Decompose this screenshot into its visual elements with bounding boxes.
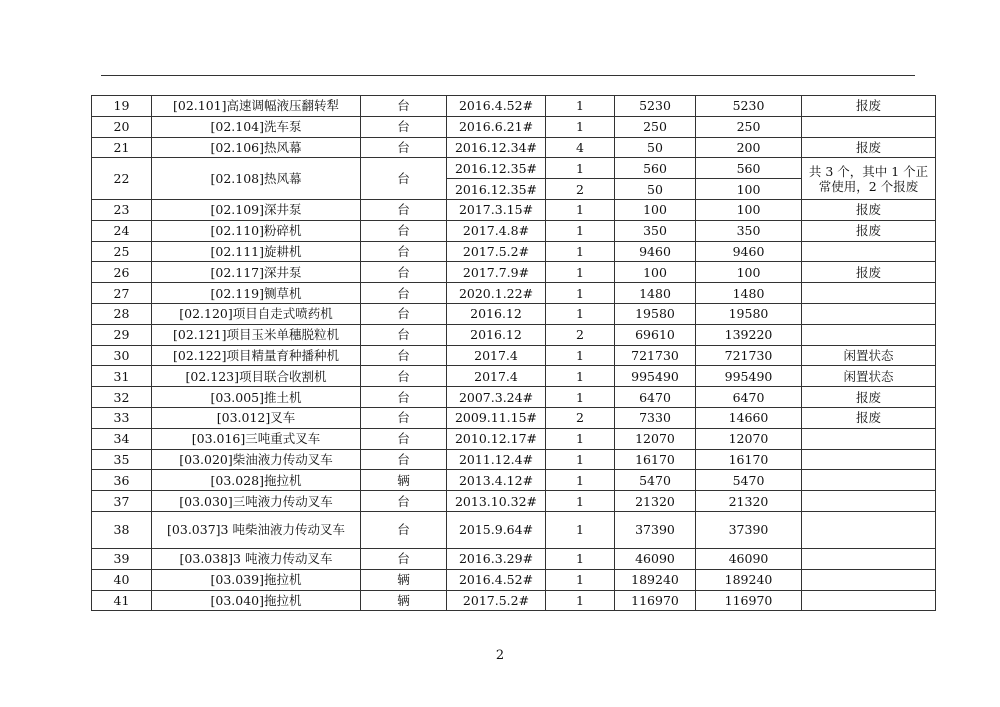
cell-no: 39 [92,548,152,569]
table-row [92,158,936,179]
cell-date: 2011.12.4# [447,449,546,470]
cell-name: [03.016]三吨重式叉车 [152,428,361,449]
cell-unit: 台 [361,491,447,512]
cell-unit: 台 [361,96,447,117]
cell-price: 6470 [615,387,696,408]
cell-amount: 100 [696,262,802,283]
cell-unit: 台 [361,511,447,548]
cell-price: 1480 [615,283,696,304]
cell-amount: 37390 [696,511,802,548]
cell-remark: 报废 [802,262,936,283]
cell-amount: 560 [696,158,802,179]
cell-date: 2015.9.64# [447,511,546,548]
cell-remark [802,283,936,304]
cell-date: 2013.10.32# [447,491,546,512]
cell-amount: 46090 [696,548,802,569]
cell-amount: 995490 [696,366,802,387]
cell-price: 721730 [615,345,696,366]
cell-amount: 1480 [696,283,802,304]
cell-amount: 100 [696,179,802,200]
cell-name: [02.110]粉碎机 [152,220,361,241]
cell-no: 19 [92,96,152,117]
cell-amount: 250 [696,116,802,137]
cell-no: 23 [92,199,152,220]
cell-name: [02.117]深井泵 [152,262,361,283]
cell-amount: 200 [696,137,802,158]
cell-amount: 6470 [696,387,802,408]
cell-amount: 19580 [696,303,802,324]
cell-no: 35 [92,449,152,470]
cell-name: [03.030]三吨液力传动叉车 [152,491,361,512]
cell-no: 21 [92,137,152,158]
cell-unit: 台 [361,283,447,304]
cell-no: 41 [92,590,152,611]
cell-name: [02.109]深井泵 [152,199,361,220]
cell-unit: 台 [361,345,447,366]
cell-name: [03.037]3 吨柴油液力传动叉车 [152,511,361,548]
cell-price: 5470 [615,470,696,491]
cell-remark [802,590,936,611]
cell-price: 7330 [615,407,696,428]
cell-qty: 1 [546,199,615,220]
cell-qty: 2 [546,324,615,345]
table-row [92,511,936,548]
cell-date: 2007.3.24# [447,387,546,408]
cell-remark [802,116,936,137]
cell-remark: 报废 [802,220,936,241]
cell-date: 2017.3.15# [447,199,546,220]
cell-remark: 报废 [802,137,936,158]
cell-price: 995490 [615,366,696,387]
cell-remark [802,491,936,512]
cell-name: [03.012]叉车 [152,407,361,428]
cell-qty: 1 [546,428,615,449]
cell-amount: 12070 [696,428,802,449]
cell-amount: 116970 [696,590,802,611]
cell-amount: 139220 [696,324,802,345]
cell-date: 2009.11.15# [447,407,546,428]
cell-qty: 1 [546,387,615,408]
table-row [92,241,936,262]
cell-qty: 1 [546,548,615,569]
table-row [92,324,936,345]
cell-name: [03.039]拖拉机 [152,569,361,590]
cell-date: 2017.5.2# [447,241,546,262]
cell-unit: 台 [361,158,447,200]
cell-date: 2016.3.29# [447,548,546,569]
table-row [92,590,936,611]
cell-name: [02.123]项目联合收割机 [152,366,361,387]
cell-name: [02.108]热风幕 [152,158,361,200]
cell-remark: 报废 [802,387,936,408]
cell-date: 2016.12 [447,303,546,324]
asset-table-body [92,96,936,611]
cell-unit: 台 [361,199,447,220]
cell-remark: 报废 [802,407,936,428]
cell-price: 5230 [615,96,696,117]
table-row [92,262,936,283]
cell-unit: 台 [361,366,447,387]
table-row [92,345,936,366]
table-row [92,569,936,590]
cell-unit: 台 [361,387,447,408]
cell-name: [03.038]3 吨液力传动叉车 [152,548,361,569]
cell-date: 2017.7.9# [447,262,546,283]
cell-price: 21320 [615,491,696,512]
cell-no: 28 [92,303,152,324]
cell-no: 27 [92,283,152,304]
table-row [92,548,936,569]
cell-name: [02.119]铡草机 [152,283,361,304]
cell-date: 2017.5.2# [447,590,546,611]
cell-unit: 辆 [361,590,447,611]
cell-qty: 2 [546,179,615,200]
cell-no: 22 [92,158,152,200]
cell-remark [802,569,936,590]
cell-price: 37390 [615,511,696,548]
cell-unit: 台 [361,241,447,262]
cell-amount: 189240 [696,569,802,590]
cell-unit: 台 [361,548,447,569]
cell-name: [03.028]拖拉机 [152,470,361,491]
page-number: 2 [495,648,505,663]
cell-no: 20 [92,116,152,137]
cell-remark: 闲置状态 [802,345,936,366]
cell-remark: 闲置状态 [802,366,936,387]
cell-amount: 21320 [696,491,802,512]
cell-remark [802,303,936,324]
cell-no: 34 [92,428,152,449]
table-row [92,116,936,137]
cell-date: 2016.6.21# [447,116,546,137]
table-row [92,407,936,428]
header-rule [101,75,915,76]
table-row [92,491,936,512]
table-row [92,428,936,449]
cell-remark: 报废 [802,199,936,220]
cell-qty: 1 [546,511,615,548]
cell-no: 40 [92,569,152,590]
cell-no: 38 [92,511,152,548]
cell-amount: 14660 [696,407,802,428]
table-row [92,199,936,220]
cell-no: 24 [92,220,152,241]
table-row [92,387,936,408]
cell-remark [802,241,936,262]
cell-name: [03.005]推土机 [152,387,361,408]
cell-amount: 9460 [696,241,802,262]
cell-date: 2010.12.17# [447,428,546,449]
cell-name: [02.122]项目精量育种播种机 [152,345,361,366]
cell-date: 2017.4.8# [447,220,546,241]
cell-no: 30 [92,345,152,366]
cell-unit: 台 [361,428,447,449]
cell-qty: 2 [546,407,615,428]
table-row [92,470,936,491]
cell-qty: 1 [546,262,615,283]
cell-price: 46090 [615,548,696,569]
cell-remark [802,548,936,569]
cell-no: 32 [92,387,152,408]
cell-no: 36 [92,470,152,491]
cell-unit: 台 [361,407,447,428]
cell-unit: 台 [361,220,447,241]
cell-price: 69610 [615,324,696,345]
cell-qty: 1 [546,303,615,324]
cell-qty: 1 [546,470,615,491]
cell-remark [802,428,936,449]
cell-price: 100 [615,199,696,220]
cell-date: 2020.1.22# [447,283,546,304]
cell-price: 16170 [615,449,696,470]
cell-no: 29 [92,324,152,345]
cell-unit: 辆 [361,470,447,491]
cell-price: 350 [615,220,696,241]
cell-remark [802,470,936,491]
cell-qty: 1 [546,590,615,611]
table-row [92,96,936,117]
cell-price: 50 [615,179,696,200]
cell-price: 12070 [615,428,696,449]
cell-remark [802,511,936,548]
cell-price: 189240 [615,569,696,590]
cell-unit: 台 [361,303,447,324]
cell-no: 33 [92,407,152,428]
cell-qty: 1 [546,283,615,304]
cell-date: 2016.4.52# [447,569,546,590]
asset-table [91,95,936,611]
cell-amount: 5230 [696,96,802,117]
cell-price: 560 [615,158,696,179]
cell-date: 2017.4 [447,366,546,387]
cell-price: 100 [615,262,696,283]
cell-date: 2013.4.12# [447,470,546,491]
cell-name: [02.104]洗车泵 [152,116,361,137]
table-row [92,366,936,387]
cell-qty: 1 [546,449,615,470]
table-row [92,137,936,158]
cell-name: [03.040]拖拉机 [152,590,361,611]
table-row [92,283,936,304]
cell-unit: 台 [361,137,447,158]
cell-remark: 共 3 个，其中 1 个正常使用，2 个报废 [802,158,936,200]
cell-date: 2016.12.35# [447,179,546,200]
cell-qty: 1 [546,366,615,387]
cell-price: 9460 [615,241,696,262]
cell-unit: 台 [361,449,447,470]
cell-amount: 5470 [696,470,802,491]
cell-price: 19580 [615,303,696,324]
cell-unit: 台 [361,324,447,345]
cell-qty: 1 [546,158,615,179]
cell-qty: 1 [546,491,615,512]
cell-price: 116970 [615,590,696,611]
cell-remark [802,324,936,345]
cell-amount: 721730 [696,345,802,366]
cell-name: [02.101]高速调幅液压翻转犁 [152,96,361,117]
cell-qty: 1 [546,116,615,137]
table-row [92,220,936,241]
cell-no: 26 [92,262,152,283]
cell-remark: 报废 [802,96,936,117]
cell-price: 50 [615,137,696,158]
cell-unit: 辆 [361,569,447,590]
cell-unit: 台 [361,116,447,137]
cell-no: 25 [92,241,152,262]
cell-qty: 1 [546,96,615,117]
cell-amount: 350 [696,220,802,241]
cell-name: [02.106]热风幕 [152,137,361,158]
table-row [92,303,936,324]
cell-unit: 台 [361,262,447,283]
cell-date: 2016.12.35# [447,158,546,179]
cell-name: [03.020]柴油液力传动叉车 [152,449,361,470]
cell-qty: 1 [546,220,615,241]
cell-no: 37 [92,491,152,512]
cell-remark [802,449,936,470]
cell-amount: 16170 [696,449,802,470]
cell-date: 2017.4 [447,345,546,366]
cell-date: 2016.12 [447,324,546,345]
cell-name: [02.121]项目玉米单穗脱粒机 [152,324,361,345]
cell-qty: 1 [546,569,615,590]
cell-qty: 1 [546,241,615,262]
cell-price: 250 [615,116,696,137]
cell-qty: 1 [546,345,615,366]
cell-date: 2016.12.34# [447,137,546,158]
cell-name: [02.111]旋耕机 [152,241,361,262]
table-row [92,449,936,470]
cell-name: [02.120]项目自走式喷药机 [152,303,361,324]
cell-amount: 100 [696,199,802,220]
cell-date: 2016.4.52# [447,96,546,117]
cell-no: 31 [92,366,152,387]
cell-qty: 4 [546,137,615,158]
